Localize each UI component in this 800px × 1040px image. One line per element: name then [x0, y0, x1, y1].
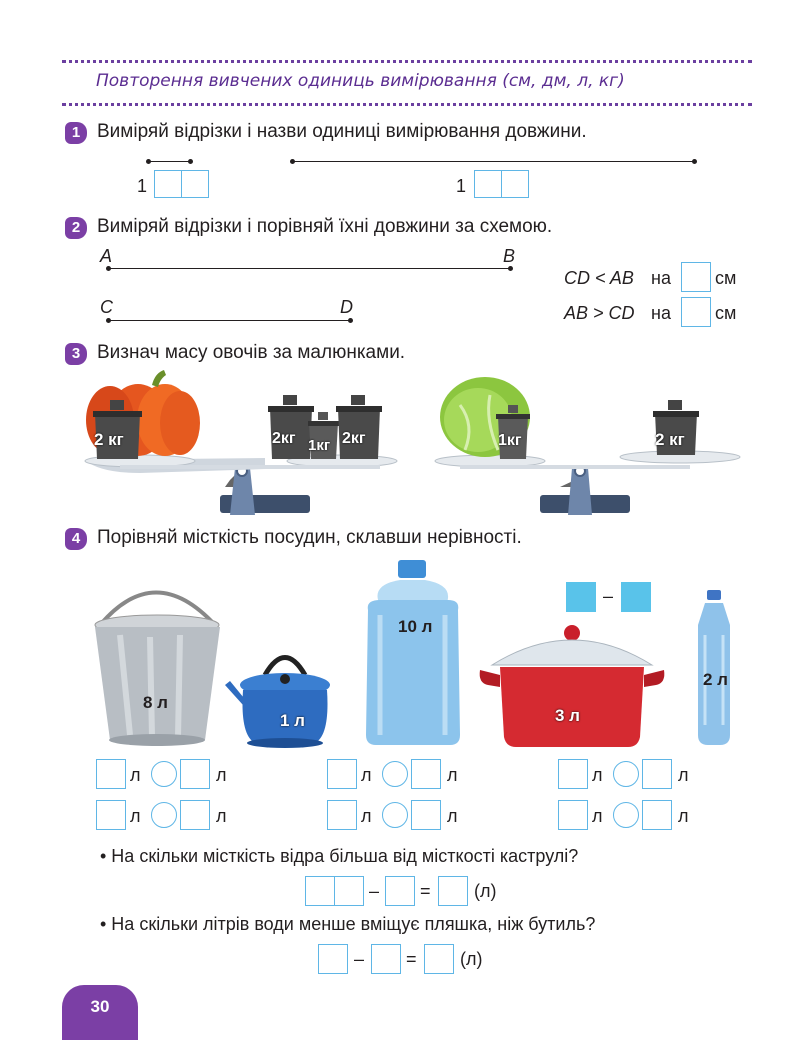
q2-unit: (л) — [460, 949, 483, 969]
compare-row2-unit: см — [715, 303, 737, 323]
vessel-label-bucket: 8 л — [143, 693, 168, 712]
ineq-g3-r2-unit1: л — [592, 806, 603, 826]
ineq-g2-r2-box2[interactable] — [411, 800, 441, 830]
segment-short-start — [146, 159, 151, 164]
vessels-illustration — [80, 555, 760, 755]
top-dotted-rule — [62, 60, 752, 63]
ineq-g1-r1-unit1: л — [130, 765, 141, 785]
ineq-g2-r1-box1[interactable] — [327, 759, 357, 789]
compare-row1-expr: CD < AB — [564, 268, 634, 288]
compare-row1-unit: см — [715, 268, 737, 288]
answer-box-1c[interactable] — [474, 170, 502, 198]
segment-short-end — [188, 159, 193, 164]
ineq-g2-r1-box2[interactable] — [411, 759, 441, 789]
task-3-text: Визнач масу овочів за малюнками. — [97, 342, 406, 363]
point-b-label: B — [503, 246, 516, 266]
task-4-text: Порівняй місткість посудин, склавши нерівності. — [97, 527, 522, 548]
bottle-illustration — [698, 590, 730, 745]
ineq-g3-r2-unit2: л — [678, 806, 689, 826]
ineq-g3-r1-box1[interactable] — [558, 759, 588, 789]
balance-scale-2 — [435, 451, 740, 515]
q2-box-3[interactable] — [424, 944, 454, 974]
ineq-g2-r2-sign[interactable] — [382, 802, 408, 828]
q2-box-2[interactable] — [371, 944, 401, 974]
point-d-dot — [348, 318, 353, 323]
q1-box-4[interactable] — [438, 876, 468, 906]
task-2-text: Виміряй відрізки і порівняй їхні довжини за схемою. — [97, 216, 553, 237]
q1-minus: – — [369, 881, 380, 901]
weight-label-cabbage: 1кг — [498, 432, 522, 449]
ineq-g1-r2-box2[interactable] — [180, 800, 210, 830]
filled-minus: – — [603, 586, 614, 606]
compare-row1-on: на — [651, 268, 671, 288]
task-3-number: 3 — [65, 343, 87, 365]
segment-cd — [108, 320, 351, 321]
weight-label-right-3: 2кг — [342, 430, 366, 447]
page-number: 30 — [62, 985, 138, 1040]
q1-box-2[interactable] — [334, 876, 364, 906]
ineq-g1-r1-box2[interactable] — [180, 759, 210, 789]
point-d-label: D — [340, 297, 353, 317]
ineq-g3-r1-unit2: л — [678, 765, 689, 785]
question-2-text: • На скільки літрів води менше вміщує пляшка, ніж бутиль? — [100, 914, 596, 934]
ineq-g1-r2-sign[interactable] — [151, 802, 177, 828]
ineq-g2-r1-unit2: л — [447, 765, 458, 785]
question-1-text: • На скільки місткість відра більша від місткості каструлі? — [100, 846, 579, 866]
segment-short — [148, 161, 190, 162]
ineq-g2-r1-unit1: л — [361, 765, 372, 785]
point-c-dot — [106, 318, 111, 323]
segment-long-end — [692, 159, 697, 164]
ineq-g2-r2-box1[interactable] — [327, 800, 357, 830]
ineq-g1-r1-box1[interactable] — [96, 759, 126, 789]
weight-label-left: 2 кг — [94, 430, 124, 449]
ineq-g1-r1-unit2: л — [216, 765, 227, 785]
vessel-label-bottle: 2 л — [703, 670, 728, 689]
ineq-g1-r2-box1[interactable] — [96, 800, 126, 830]
answer-box-1d[interactable] — [501, 170, 529, 198]
point-a-dot — [106, 266, 111, 271]
ineq-g1-r2-unit1: л — [130, 806, 141, 826]
q1-box-3[interactable] — [385, 876, 415, 906]
vessel-label-kettle: 1 л — [280, 711, 305, 730]
weight-label-right-2: 1кг — [308, 437, 331, 454]
q2-minus: – — [354, 949, 365, 969]
q1-unit: (л) — [474, 881, 497, 901]
task-4-number: 4 — [65, 528, 87, 550]
pot-illustration — [480, 625, 665, 747]
segment-ab — [108, 268, 511, 269]
compare-row2-on: на — [651, 303, 671, 323]
ineq-g1-r1-sign[interactable] — [151, 761, 177, 787]
compare-row2-box[interactable] — [681, 297, 711, 327]
balance-scale-1 — [85, 455, 397, 515]
section-heading: Повторення вивчених одиниць вимірювання (см, дм, л, кг) — [96, 71, 625, 91]
ineq-g3-r2-sign[interactable] — [613, 802, 639, 828]
point-b-dot — [508, 266, 513, 271]
ineq-g3-r1-sign[interactable] — [613, 761, 639, 787]
weight-label-scale2-right: 2 кг — [655, 430, 685, 449]
q2-equals: = — [406, 949, 417, 969]
task-1-number: 1 — [65, 122, 87, 144]
weight-label-right-1: 2кг — [272, 430, 296, 447]
q1-box-1[interactable] — [305, 876, 335, 906]
kettle-illustration — [225, 658, 330, 749]
task-1-prefix-right: 1 — [456, 176, 467, 196]
ineq-g3-r2-box2[interactable] — [642, 800, 672, 830]
segment-long-start — [290, 159, 295, 164]
answer-box-1b[interactable] — [181, 170, 209, 198]
segment-long — [292, 161, 694, 162]
point-c-label: C — [100, 297, 113, 317]
vessel-label-canister: 10 л — [398, 617, 433, 636]
q1-equals: = — [420, 881, 431, 901]
bottom-dotted-rule — [62, 103, 752, 106]
point-a-label: A — [100, 246, 113, 266]
canister-illustration — [366, 560, 460, 745]
ineq-g2-r2-unit1: л — [361, 806, 372, 826]
task-2-number: 2 — [65, 217, 87, 239]
ineq-g3-r2-box1[interactable] — [558, 800, 588, 830]
ineq-g1-r2-unit2: л — [216, 806, 227, 826]
answer-box-1a[interactable] — [154, 170, 182, 198]
ineq-g3-r1-box2[interactable] — [642, 759, 672, 789]
ineq-g2-r2-unit2: л — [447, 806, 458, 826]
task-1-prefix-left: 1 — [137, 176, 148, 196]
q2-box-1[interactable] — [318, 944, 348, 974]
ineq-g2-r1-sign[interactable] — [382, 761, 408, 787]
ineq-g3-r1-unit1: л — [592, 765, 603, 785]
compare-row2-expr: AB > CD — [564, 303, 635, 323]
compare-row1-box[interactable] — [681, 262, 711, 292]
task-1-text: Виміряй відрізки і назви одиниці вимірювання довжини. — [97, 121, 587, 142]
bucket-illustration — [95, 593, 220, 747]
vessel-label-pot: 3 л — [555, 706, 580, 725]
